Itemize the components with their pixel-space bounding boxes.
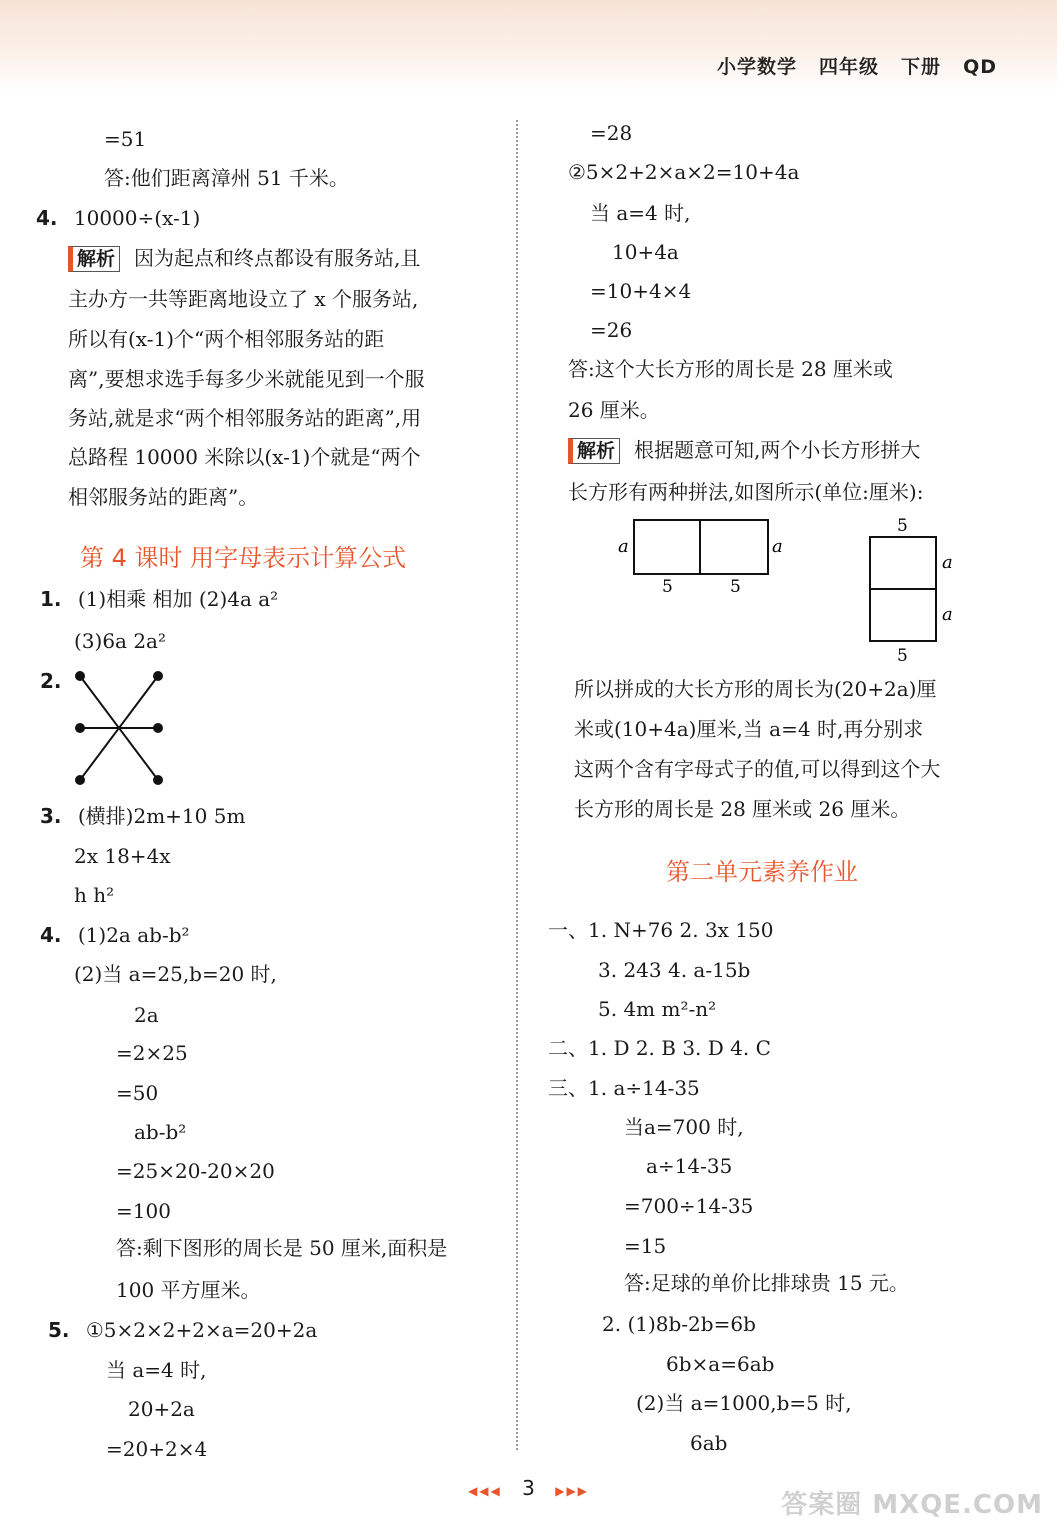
answer-4 bbox=[40, 922, 190, 948]
text-line: =2×25 bbox=[116, 1041, 188, 1065]
explanation-line: 所以有(x-1)个“两个相邻服务站的距 bbox=[68, 327, 385, 351]
label-a: a bbox=[772, 536, 783, 557]
text-line: =25×20-20×20 bbox=[116, 1159, 275, 1183]
answer-1 bbox=[40, 586, 278, 612]
text-line: =10+4×4 bbox=[590, 279, 692, 303]
answer-2 bbox=[40, 668, 62, 694]
explanation-text: 根据题意可知,两个小长方形拼大 bbox=[634, 438, 921, 462]
explanation-line: 长方形有两种拼法,如图所示(单位:厘米): bbox=[568, 480, 924, 504]
header-volume: 下册 bbox=[901, 56, 942, 78]
arrow-right-icon: ▶▶▶ bbox=[555, 1484, 589, 1498]
section-title: 第二单元素养作业 bbox=[666, 858, 858, 886]
answer-5 bbox=[48, 1317, 317, 1343]
explanation-line: 这两个含有字母式子的值,可以得到这个大 bbox=[574, 757, 941, 781]
answer-3 bbox=[40, 803, 245, 829]
label-5: 5 bbox=[730, 577, 741, 597]
text-line: =100 bbox=[116, 1199, 171, 1223]
explanation-line: 总路程 10000 米除以(x-1)个就是“两个 bbox=[68, 445, 421, 469]
text-line: 5. 4m m²-n² bbox=[598, 997, 717, 1021]
text-line: 答:这个大长方形的周长是 28 厘米或 bbox=[568, 357, 893, 381]
text-line: 20+2a bbox=[128, 1397, 195, 1421]
text-line: ②5×2+2×a×2=10+4a bbox=[568, 160, 800, 184]
text-line: 答:剩下图形的周长是 50 厘米,面积是 bbox=[116, 1236, 448, 1260]
text-line: (2)当 a=1000,b=5 时, bbox=[636, 1391, 852, 1415]
question-number: 4. bbox=[40, 923, 62, 947]
label-a: a bbox=[618, 536, 629, 557]
text-line: 2x 18+4x bbox=[74, 844, 171, 868]
answer-text: (1)相乘 相加 (2)4a a² bbox=[77, 587, 279, 611]
text-line: 二、1. D 2. B 3. D 4. C bbox=[548, 1036, 771, 1060]
text-line: (3)6a 2a² bbox=[74, 629, 167, 653]
question-number: 5. bbox=[48, 1318, 70, 1342]
page-number-value: 3 bbox=[522, 1476, 535, 1500]
text-line: 一、1. N+76 2. 3x 150 bbox=[548, 918, 774, 942]
text-line: =51 bbox=[104, 127, 147, 151]
explanation-text: 因为起点和终点都设有服务站,且 bbox=[134, 246, 421, 270]
analysis-tag: 解析 bbox=[568, 438, 620, 464]
header-subject: 小学数学 bbox=[717, 56, 798, 78]
text-line: a÷14-35 bbox=[646, 1154, 733, 1178]
answer-text: (1)2a ab-b² bbox=[77, 923, 190, 947]
explanation-line bbox=[68, 245, 420, 272]
matching-diagram bbox=[70, 668, 170, 788]
text-line: =20+2×4 bbox=[106, 1437, 208, 1461]
text-line: 当a=700 时, bbox=[624, 1115, 744, 1139]
explanation-line: 米或(10+4a)厘米,当 a=4 时,再分别求 bbox=[574, 717, 924, 741]
explanation-line: 长方形的周长是 28 厘米或 26 厘米。 bbox=[574, 797, 911, 821]
page-header bbox=[695, 52, 997, 79]
arrow-left-icon: ◀◀◀ bbox=[468, 1484, 502, 1498]
explanation-line: 离”,要想求选手每多少米就能见到一个服 bbox=[68, 367, 425, 391]
text-line: ab-b² bbox=[134, 1120, 187, 1144]
rectangle-diagram bbox=[612, 510, 1012, 670]
text-line: 答:足球的单价比排球贵 15 元。 bbox=[624, 1271, 909, 1295]
question-number: 4. bbox=[36, 206, 58, 230]
text-line: 6ab bbox=[690, 1431, 728, 1455]
text-line: 当 a=4 时, bbox=[590, 201, 691, 225]
question-4 bbox=[36, 205, 200, 231]
text-line: 当 a=4 时, bbox=[106, 1358, 207, 1382]
text-line: =700÷14-35 bbox=[624, 1194, 754, 1218]
explanation-line: 务站,就是求“两个相邻服务站的距离”,用 bbox=[68, 406, 422, 430]
text-line: 三、1. a÷14-35 bbox=[548, 1076, 700, 1100]
text-line: h h² bbox=[74, 883, 115, 907]
text-line: =15 bbox=[624, 1234, 667, 1258]
column-divider bbox=[516, 120, 518, 1450]
explanation-line: 相邻服务站的距离”。 bbox=[68, 485, 259, 509]
text-line: =28 bbox=[590, 121, 633, 145]
text-line: 26 厘米。 bbox=[568, 398, 660, 422]
text-line: =26 bbox=[590, 318, 633, 342]
question-number: 3. bbox=[40, 804, 62, 828]
question-number: 1. bbox=[40, 587, 62, 611]
text-line: (2)当 a=25,b=20 时, bbox=[74, 962, 277, 986]
label-5: 5 bbox=[897, 646, 908, 666]
header-grade: 四年级 bbox=[819, 56, 880, 78]
explanation-line: 所以拼成的大长方形的周长为(20+2a)厘 bbox=[574, 677, 937, 701]
section-title: 第 4 课时 用字母表示计算公式 bbox=[80, 544, 407, 572]
text-line: =50 bbox=[116, 1081, 159, 1105]
watermark: 答案圈 MXQE.COM bbox=[781, 1490, 1043, 1520]
label-a: a bbox=[942, 604, 953, 625]
text-line: 3. 243 4. a-15b bbox=[598, 958, 751, 982]
label-5: 5 bbox=[662, 577, 673, 597]
answer-text: ①5×2×2+2×a=20+2a bbox=[85, 1318, 318, 1342]
header-edition: QD bbox=[963, 56, 997, 78]
text-line: 10+4a bbox=[612, 240, 679, 264]
text-line: 2a bbox=[134, 1003, 159, 1027]
text-line: 6b×a=6ab bbox=[666, 1352, 775, 1376]
text-line: 100 平方厘米。 bbox=[116, 1278, 261, 1302]
answer-text: (横排)2m+10 5m bbox=[77, 804, 246, 828]
explanation-line: 主办方一共等距离地设立了 x 个服务站, bbox=[68, 287, 419, 311]
explanation-line bbox=[568, 437, 920, 464]
text-line: 2. (1)8b-2b=6b bbox=[602, 1312, 756, 1336]
analysis-tag: 解析 bbox=[68, 246, 120, 272]
label-a: a bbox=[942, 552, 953, 573]
text-line: 答:他们距离漳州 51 千米。 bbox=[104, 166, 349, 190]
question-number: 2. bbox=[40, 669, 62, 693]
label-5: 5 bbox=[897, 516, 908, 536]
answer-text: 10000÷(x-1) bbox=[73, 206, 201, 230]
